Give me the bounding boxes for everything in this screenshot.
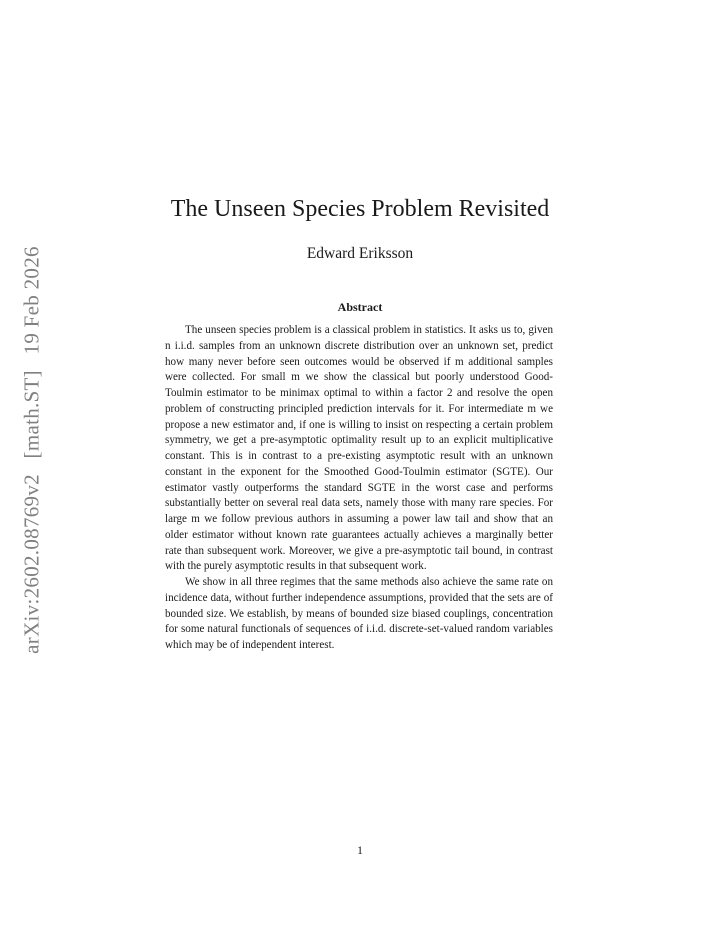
abstract-heading: Abstract	[337, 300, 383, 314]
arxiv-category: [math.ST]	[19, 370, 44, 459]
abstract-paragraph: The unseen species problem is a classical problem in statistics. It asks us to, given n i.i.d. samples from an unknown discrete distribution over an unknown set, predict how many never before seen outcomes would be observed if m additional samples were collected. For small m we show the classical but poorly understood Good-Toulmin estimator to be minimax optimal to within a factor 2 and resolve the open problem of constructing principled prediction intervals for it. For intermediate m we propose a new estimator and, if one is willing to insist on respecting a certain problem symmetry, we get a pre-asymptotic optimality result up to an explicit multiplicative constant. This is in contrast to a pre-existing asymptotic result with an unknown constant in the exponent for the Smoothed Good-Toulmin estimator (SGTE). Our estimator vastly outperforms the standard SGTE in the worst case and performs substantially better on several real data sets, namely those with many rare species. For large m we follow previous authors in assuming a power law tail and show that an older estimator without known rate guarantees actually achieves a marginally better rate than subsequent work. Moreover, we give a pre-asymptotic tail bound, in contrast with the purely asymptotic results in that subsequent work.	[165, 324, 553, 573]
abstract-paragraph: We show in all three regimes that the same methods also achieve the same rate on incidence data, without further independence assumptions, provided that the sets are of bounded size. We establish, by means of bounded size biased couplings, concentration for some natural functionals of sequences of i.i.d. discrete-set-valued random variables which may be of independent interest.	[165, 576, 553, 651]
arxiv-id: arXiv:2602.08769v2	[19, 474, 44, 654]
paper-title: The Unseen Species Problem Revisited	[170, 196, 550, 222]
abstract-body	[165, 323, 553, 654]
arxiv-date: 19 Feb 2026	[19, 246, 44, 355]
page-number: 1	[357, 843, 363, 857]
paper-author: Edward Eriksson	[306, 245, 414, 262]
